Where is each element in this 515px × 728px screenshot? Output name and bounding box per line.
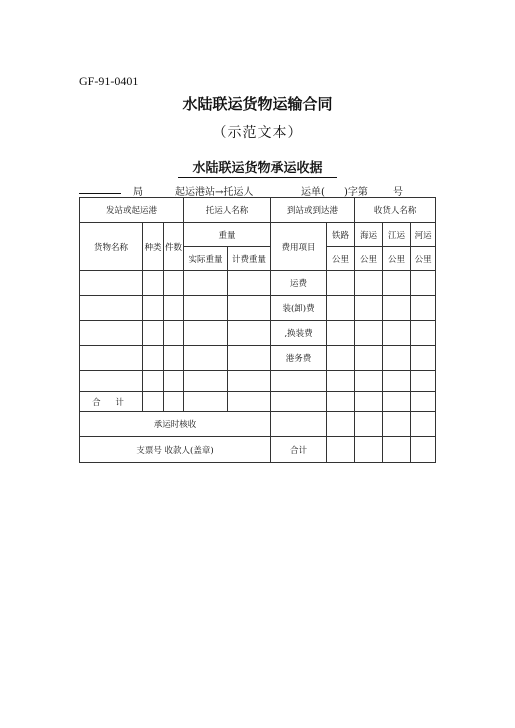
table-row <box>80 346 436 371</box>
cell <box>355 321 383 346</box>
table-row <box>80 371 436 392</box>
cell <box>164 371 184 392</box>
cell <box>80 346 143 371</box>
receipt-title-text: 水陆联运货物承运收据 <box>178 161 336 178</box>
cell <box>228 371 271 392</box>
cell <box>383 392 411 412</box>
cell <box>383 296 411 321</box>
cell <box>228 392 271 412</box>
bureau-label: 局 <box>133 187 143 198</box>
check-on-acceptance-label: 承运时核收 <box>80 412 271 437</box>
cell <box>327 296 355 321</box>
model-text-subtitle: （示范文本） <box>212 125 303 141</box>
footer-total-label: 合计 <box>271 437 327 463</box>
goods-name-header: 货物名称 <box>80 223 143 271</box>
fee-item-transfer: ,换装费 <box>271 321 327 346</box>
cell <box>164 296 184 321</box>
pieces-header: 件数 <box>164 223 184 271</box>
unit-km: 公里 <box>355 247 383 271</box>
origin-port-header: 发站或起运港 <box>80 198 184 223</box>
cell <box>411 296 436 321</box>
cell <box>383 412 411 437</box>
cell <box>327 271 355 296</box>
cell <box>271 412 327 437</box>
cell <box>184 392 228 412</box>
cell <box>383 371 411 392</box>
cell <box>80 296 143 321</box>
fee-items-header: 费用项目 <box>271 223 327 271</box>
cell <box>355 392 383 412</box>
weight-header: 重量 <box>184 223 271 247</box>
unit-km: 公里 <box>383 247 411 271</box>
header-line <box>79 183 435 197</box>
mode-railway: 铁路 <box>327 223 355 247</box>
cell <box>411 392 436 412</box>
cell <box>327 346 355 371</box>
receipt-table <box>79 197 436 463</box>
destination-header: 到站或到达港 <box>271 198 355 223</box>
cell <box>143 346 164 371</box>
table-row <box>80 321 436 346</box>
cell <box>383 321 411 346</box>
cell <box>184 371 228 392</box>
form-code: GF-91-0401 <box>79 74 139 88</box>
unit-km: 公里 <box>327 247 355 271</box>
table-row <box>80 198 436 223</box>
fee-item-loading: 装(卸)费 <box>271 296 327 321</box>
table-row <box>80 437 436 463</box>
cell <box>143 271 164 296</box>
table-row <box>80 223 436 247</box>
number-label: 号 <box>393 187 403 198</box>
cell <box>411 346 436 371</box>
table-row <box>80 296 436 321</box>
cell <box>411 371 436 392</box>
type-header: 种类 <box>143 223 164 271</box>
waybill-label: 运单( <box>301 187 325 198</box>
table-row <box>80 392 436 412</box>
cell <box>143 296 164 321</box>
cell <box>355 371 383 392</box>
cell <box>184 321 228 346</box>
contract-title: 水陆联运货物运输合同 <box>182 95 333 113</box>
cell <box>383 437 411 463</box>
consignee-name-header: 收货人名称 <box>355 198 436 223</box>
cheque-payee-label: 支票号 收款人(盖章) <box>80 437 271 463</box>
shipper-name-header: 托运人名称 <box>184 198 271 223</box>
bureau-blank <box>79 193 121 194</box>
cell <box>327 321 355 346</box>
fee-item-freight: 运费 <box>271 271 327 296</box>
cell <box>143 371 164 392</box>
unit-km: 公里 <box>411 247 436 271</box>
cell <box>164 346 184 371</box>
cell <box>184 271 228 296</box>
fee-item-blank <box>271 371 327 392</box>
cell <box>383 271 411 296</box>
cell <box>184 296 228 321</box>
cell <box>164 392 184 412</box>
cell <box>355 271 383 296</box>
cell <box>164 321 184 346</box>
cell <box>228 346 271 371</box>
mode-canal: 河运 <box>411 223 436 247</box>
cell <box>228 296 271 321</box>
cell <box>383 346 411 371</box>
cell <box>355 412 383 437</box>
cell <box>411 437 436 463</box>
cell <box>143 321 164 346</box>
cell <box>327 437 355 463</box>
cell <box>184 346 228 371</box>
mode-sea: 海运 <box>355 223 383 247</box>
cell <box>327 392 355 412</box>
actual-weight-header: 实际重量 <box>184 247 228 271</box>
cell <box>355 437 383 463</box>
table-row <box>80 271 436 296</box>
mode-river: 江运 <box>383 223 411 247</box>
cell <box>355 346 383 371</box>
fee-item-port: 港务费 <box>271 346 327 371</box>
cell <box>80 271 143 296</box>
cell <box>411 271 436 296</box>
char-no-label: )字第 <box>344 187 368 198</box>
cell <box>143 392 164 412</box>
cell <box>411 412 436 437</box>
cell <box>355 296 383 321</box>
cell <box>411 321 436 346</box>
cell <box>271 392 327 412</box>
cell <box>80 371 143 392</box>
charge-weight-header: 计费重量 <box>228 247 271 271</box>
cell <box>327 371 355 392</box>
cell <box>327 412 355 437</box>
cell <box>80 321 143 346</box>
port-station-label: 起运港站→托运人 <box>175 187 254 198</box>
cell <box>164 271 184 296</box>
cell <box>228 271 271 296</box>
cell <box>228 321 271 346</box>
total-label: 合 计 <box>80 392 143 412</box>
table-row <box>80 412 436 437</box>
receipt-title <box>0 157 515 176</box>
